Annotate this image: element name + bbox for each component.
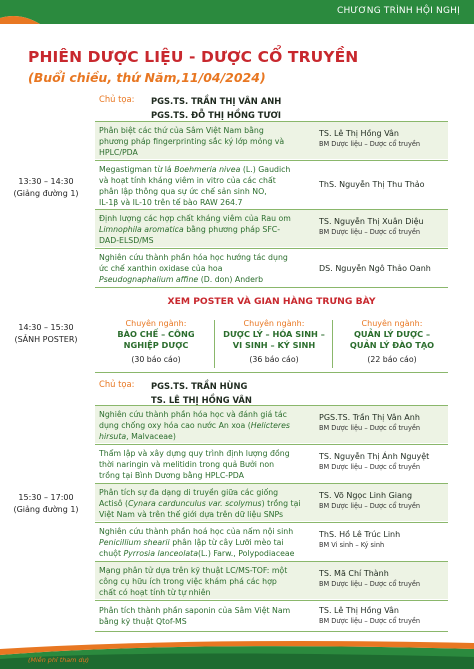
chair-names <box>151 379 252 407</box>
speaker-name: TS. Nguyễn Thị Xuân Diệu <box>319 217 424 226</box>
chair-name: PGS.TS. ĐỖ THỊ HỒNG TƯƠI <box>151 110 281 120</box>
talk-line: Phân tích sự đa dạng di truyền giữa các giống <box>99 488 279 497</box>
poster-col-name: QUẢN LÝ ĐÀO TẠO <box>349 340 435 350</box>
talk-line: ức chế xanthin oxidase của hoa <box>99 264 223 273</box>
talk-line: chất có hoạt tính từ tự nhiên <box>99 588 211 597</box>
talk-line: Actisô (Cynara cardunculus var. scolymus) trồng tại <box>99 499 301 508</box>
speaker <box>319 179 447 190</box>
poster-col-name: BÀO CHẾ – CÔNG <box>117 329 195 339</box>
speaker <box>319 216 447 238</box>
speaker <box>319 451 447 473</box>
talk-title <box>99 605 323 627</box>
poster-col-name: DƯỢC LÝ – HÓA SINH – <box>223 329 325 339</box>
poster-header: XEM POSTER VÀ GIAN HÀNG TRƯNG BÀY <box>167 296 376 307</box>
talk-line: phân lập thông qua sự ức chế sản sinh NO, <box>99 187 267 196</box>
speaker-name: TS. Nguyễn Thị Ánh Nguyệt <box>319 452 430 461</box>
talk-line: Việt Nam và trên thế giới dựa trên dữ liệu SNPs <box>99 510 284 519</box>
talk-row <box>95 444 448 482</box>
talk-line: trồng tại Bình Dương bằng HPLC-PDA <box>99 471 245 480</box>
speaker <box>319 568 447 590</box>
poster-venue: (SẢNH POSTER) <box>14 335 78 344</box>
talk-line: Phân tích thành phần saponin của Sâm Việt Nam <box>99 606 291 615</box>
poster-column <box>334 318 450 365</box>
talk-row <box>95 121 448 159</box>
talk-line: Thẩm lập và xây dựng quy trình định lượng đồng <box>99 449 290 458</box>
talk-row <box>95 483 448 521</box>
poster-col-name: NGHIỆP DƯỢC <box>123 340 189 350</box>
chair-label: Chủ tọa: <box>99 94 135 104</box>
talk-line: Phân biệt các thứ của Sâm Việt Nam bằng <box>99 126 264 135</box>
talk-row <box>95 160 448 208</box>
speaker-name: DS. Nguyễn Ngô Thảo Oanh <box>319 264 431 273</box>
talk-title <box>99 213 323 246</box>
talk-line: DAD-ELSD/MS <box>99 236 154 245</box>
talk-title <box>99 125 323 158</box>
talk-line: Nghiên cứu thành phần hoá học của nấm nội sinh <box>99 527 294 536</box>
poster-col-label: Chuyên ngành: <box>125 319 187 328</box>
speaker-name: PGS.TS. Trần Thị Vân Anh <box>319 413 420 422</box>
talk-line: Nghiên cứu thành phần hóa học hướng tác dụng <box>99 253 288 262</box>
talk-title <box>99 164 323 208</box>
session2-time-value: 15:30 – 17:00 <box>18 493 74 502</box>
speaker-dept: BM Dược liệu – Dược cổ truyền <box>319 228 421 236</box>
talk-line: Megastigman từ lá Boehmeria nivea (L.) Gaudich <box>99 165 291 174</box>
chair-name: PGS.TS. TRẦN THỊ VÂN ANH <box>151 96 282 106</box>
talk-row <box>95 248 448 288</box>
talk-line: Định lượng các hợp chất kháng viêm của Rau om <box>99 214 291 223</box>
session1-chair-row <box>95 88 448 120</box>
talk-line: chuột Pyrrosia lanceolata(L.) Farw., Polypodiaceae <box>99 549 295 558</box>
poster-time <box>4 322 88 346</box>
talk-line: bằng kỹ thuật Qtof-MS <box>99 617 187 626</box>
speaker-name: TS. Lê Thị Hồng Vân <box>319 129 399 138</box>
session1-time <box>4 176 88 200</box>
talk-row <box>95 522 448 560</box>
program-label: CHƯƠNG TRÌNH HỘI NGHỊ <box>336 6 460 16</box>
talk-line: Pseudognaphalium affine (D. don) Anderb <box>99 275 264 284</box>
session1-time-value: 13:30 – 14:30 <box>18 177 74 186</box>
poster-col-count: (30 báo cáo) <box>131 355 181 364</box>
talk-line: và hoạt tính kháng viêm in vitro của các chất <box>99 176 276 185</box>
talk-line: HPLC/PDA <box>99 148 138 157</box>
talk-line: thời naringin và melitidin trong quả Bưởi non <box>99 460 275 469</box>
session2-venue: (Giảng đường 1) <box>13 505 79 514</box>
speaker <box>319 490 447 512</box>
poster-col-count: (36 báo cáo) <box>249 355 299 364</box>
speaker <box>319 605 447 627</box>
session2-time <box>4 492 88 516</box>
chair-label: Chủ tọa: <box>99 379 135 389</box>
talk-line: hirsuta, Malvaceae) <box>99 432 176 441</box>
poster-col-count: (22 báo cáo) <box>367 355 417 364</box>
poster-col-name: VI SINH – KÝ SINH <box>232 340 316 350</box>
speaker <box>319 128 447 150</box>
speaker-name: TS. Võ Ngọc Linh Giang <box>319 491 413 500</box>
speaker-dept: BM Dược liệu – Dược cổ truyền <box>319 580 421 588</box>
speaker-name: ThS. Nguyễn Thị Thu Thảo <box>319 180 425 189</box>
talk-line: Nghiên cứu thành phần hóa học và đánh giá tác <box>99 410 287 419</box>
chair-name: PGS.TS. TRẦN HÙNG <box>151 381 248 391</box>
talk-row <box>95 600 448 632</box>
session1-venue: (Giảng đường 1) <box>13 189 79 198</box>
speaker-name: TS. Mã Chí Thành <box>319 569 389 578</box>
talk-title <box>99 487 323 520</box>
poster-col-name: QUẢN LÝ DƯỢC – <box>353 329 431 339</box>
speaker-dept: BM Vi sinh – Ký sinh <box>319 541 385 549</box>
talk-title <box>99 565 323 598</box>
talk-title <box>99 526 323 559</box>
free-admission-note: (Miễn phí tham dự) <box>28 656 90 664</box>
speaker-dept: BM Dược liệu – Dược cổ truyền <box>319 617 421 625</box>
page-subtitle: (Buổi chiều, thứ Năm,11/04/2024) <box>28 70 266 85</box>
talk-line: Penicillium shearii phân lập từ cây Lưỡi mèo tai <box>99 538 284 547</box>
talk-title <box>99 448 323 481</box>
poster-col-label: Chuyên ngành: <box>243 319 305 328</box>
talk-row <box>95 405 448 443</box>
talk-line: dụng chống oxy hóa cao nước An xoa (Helicteres <box>99 421 290 430</box>
poster-time-value: 14:30 – 15:30 <box>18 323 74 332</box>
divider <box>214 320 215 368</box>
speaker-name: ThS. Hồ Lê Trúc Linh <box>319 530 401 539</box>
speaker-dept: BM Dược liệu – Dược cổ truyền <box>319 502 421 510</box>
poster-column <box>98 318 214 365</box>
talk-line: IL-1β và IL-10 trên tế bào RAW 264.7 <box>99 198 243 207</box>
talk-line: công cụ hữu ích trong việc khám phá các hợp <box>99 577 277 586</box>
talk-title <box>99 252 323 285</box>
speaker-dept: BM Dược liệu – Dược cổ truyền <box>319 140 421 148</box>
chair-names <box>151 94 281 122</box>
top-banner <box>0 0 474 24</box>
speaker-name: TS. Lê Thị Hồng Vân <box>319 606 399 615</box>
talk-line: Mạng phân tử dựa trên kỹ thuật LC/MS-TOF: một <box>99 566 288 575</box>
speaker <box>319 263 447 274</box>
speaker-dept: BM Dược liệu – Dược cổ truyền <box>319 424 421 432</box>
session2-chair-row <box>95 372 448 404</box>
divider <box>332 320 333 368</box>
speaker-dept: BM Dược liệu – Dược cổ truyền <box>319 463 421 471</box>
poster-col-label: Chuyên ngành: <box>361 319 423 328</box>
talk-title <box>99 409 323 442</box>
talk-row <box>95 209 448 247</box>
talk-line: phương pháp fingerprinting sắc ký lớp mỏng và <box>99 137 285 146</box>
speaker <box>319 412 447 434</box>
page-title: PHIÊN DƯỢC LIỆU - DƯỢC CỔ TRUYỀN <box>28 48 359 66</box>
talk-line: Limnophila aromatica bằng phương pháp SFC- <box>99 225 281 234</box>
talk-row <box>95 561 448 599</box>
poster-column <box>216 318 332 365</box>
speaker <box>319 529 447 551</box>
chair-name: TS. LÊ THỊ HỒNG VÂN <box>151 395 252 405</box>
